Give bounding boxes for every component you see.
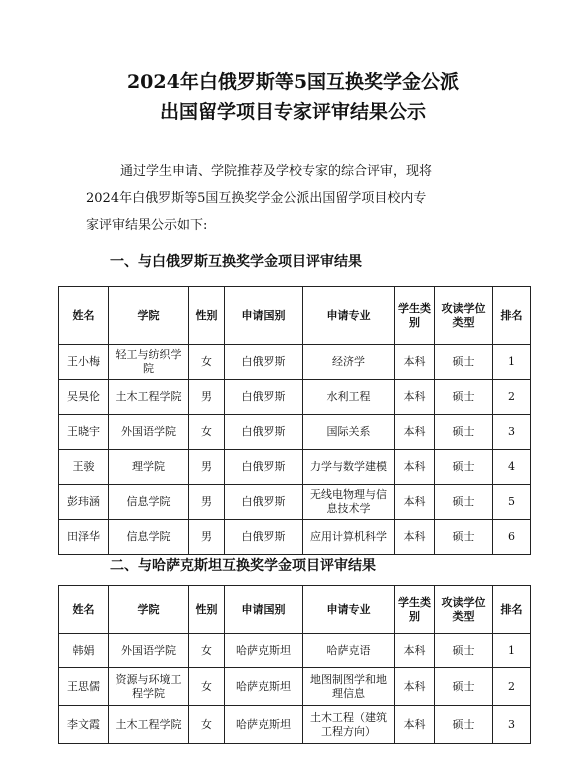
cell-major: 地图制图学和地理信息 <box>303 668 395 706</box>
cell-college: 轻工与纺织学院 <box>109 345 189 380</box>
header-major: 申请专业 <box>303 287 395 345</box>
cell-gender: 男 <box>189 520 225 555</box>
table-row <box>59 485 531 520</box>
cell-name: 韩娟 <box>59 634 109 668</box>
header-rank: 排名 <box>493 586 531 634</box>
cell-gender: 女 <box>189 345 225 380</box>
cell-country: 白俄罗斯 <box>225 520 303 555</box>
table-header-row <box>59 287 531 345</box>
cell-college: 信息学院 <box>109 485 189 520</box>
cell-rank: 1 <box>493 345 531 380</box>
cell-country: 白俄罗斯 <box>225 415 303 450</box>
cell-college: 理学院 <box>109 450 189 485</box>
cell-gender: 女 <box>189 668 225 706</box>
header-student-type: 学生类别 <box>395 586 435 634</box>
cell-major: 国际关系 <box>303 415 395 450</box>
cell-name: 王思儒 <box>59 668 109 706</box>
cell-country: 哈萨克斯坦 <box>225 706 303 744</box>
cell-rank: 3 <box>493 706 531 744</box>
header-student-type: 学生类别 <box>395 287 435 345</box>
header-rank: 排名 <box>493 287 531 345</box>
cell-gender: 男 <box>189 380 225 415</box>
header-college: 学院 <box>109 586 189 634</box>
cell-college: 信息学院 <box>109 520 189 555</box>
header-degree-type: 攻读学位类型 <box>435 287 493 345</box>
results-table-belarus <box>58 286 531 555</box>
header-major: 申请专业 <box>303 586 395 634</box>
cell-student-type: 本科 <box>395 415 435 450</box>
cell-student-type: 本科 <box>395 634 435 668</box>
intro-paragraph-line3: 家评审结果公示如下: <box>86 218 208 233</box>
header-gender: 性别 <box>189 287 225 345</box>
cell-major: 土木工程（建筑工程方向） <box>303 706 395 744</box>
table-row <box>59 345 531 380</box>
cell-major: 经济学 <box>303 345 395 380</box>
cell-country: 白俄罗斯 <box>225 485 303 520</box>
cell-major: 水利工程 <box>303 380 395 415</box>
cell-name: 王骏 <box>59 450 109 485</box>
cell-gender: 女 <box>189 706 225 744</box>
cell-student-type: 本科 <box>395 520 435 555</box>
cell-college: 外国语学院 <box>109 634 189 668</box>
table-row <box>59 706 531 744</box>
cell-country: 白俄罗斯 <box>225 345 303 380</box>
cell-gender: 男 <box>189 450 225 485</box>
header-country: 申请国别 <box>225 287 303 345</box>
header-degree-type: 攻读学位类型 <box>435 586 493 634</box>
cell-name: 李文霞 <box>59 706 109 744</box>
table-header-row <box>59 586 531 634</box>
cell-degree-type: 硕士 <box>435 520 493 555</box>
cell-college: 土木工程学院 <box>109 706 189 744</box>
cell-student-type: 本科 <box>395 380 435 415</box>
cell-gender: 男 <box>189 485 225 520</box>
cell-student-type: 本科 <box>395 450 435 485</box>
cell-student-type: 本科 <box>395 706 435 744</box>
header-country: 申请国别 <box>225 586 303 634</box>
cell-student-type: 本科 <box>395 345 435 380</box>
cell-degree-type: 硕士 <box>435 634 493 668</box>
cell-name: 王小梅 <box>59 345 109 380</box>
table-row <box>59 520 531 555</box>
cell-student-type: 本科 <box>395 668 435 706</box>
table-row <box>59 668 531 706</box>
cell-country: 哈萨克斯坦 <box>225 668 303 706</box>
cell-degree-type: 硕士 <box>435 380 493 415</box>
cell-rank: 3 <box>493 415 531 450</box>
cell-gender: 女 <box>189 415 225 450</box>
cell-major: 无线电物理与信息技术学 <box>303 485 395 520</box>
table-row <box>59 634 531 668</box>
header-name: 姓名 <box>59 586 109 634</box>
cell-degree-type: 硕士 <box>435 668 493 706</box>
cell-name: 田泽华 <box>59 520 109 555</box>
cell-name: 吴昊伦 <box>59 380 109 415</box>
cell-country: 白俄罗斯 <box>225 380 303 415</box>
cell-country: 白俄罗斯 <box>225 450 303 485</box>
results-table-kazakhstan <box>58 585 531 744</box>
cell-gender: 女 <box>189 634 225 668</box>
table-row <box>59 450 531 485</box>
cell-country: 哈萨克斯坦 <box>225 634 303 668</box>
header-name: 姓名 <box>59 287 109 345</box>
cell-student-type: 本科 <box>395 485 435 520</box>
table-row <box>59 380 531 415</box>
cell-name: 王晓宇 <box>59 415 109 450</box>
cell-rank: 1 <box>493 634 531 668</box>
cell-rank: 6 <box>493 520 531 555</box>
section-heading-kazakhstan: 二、与哈萨克斯坦互换奖学金项目评审结果 <box>110 558 376 574</box>
cell-rank: 5 <box>493 485 531 520</box>
header-college: 学院 <box>109 287 189 345</box>
cell-major: 哈萨克语 <box>303 634 395 668</box>
cell-degree-type: 硕士 <box>435 706 493 744</box>
section-heading-belarus: 一、与白俄罗斯互换奖学金项目评审结果 <box>110 254 362 270</box>
cell-rank: 2 <box>493 380 531 415</box>
cell-degree-type: 硕士 <box>435 485 493 520</box>
cell-degree-type: 硕士 <box>435 450 493 485</box>
cell-degree-type: 硕士 <box>435 345 493 380</box>
cell-major: 应用计算机科学 <box>303 520 395 555</box>
cell-college: 资源与环境工程学院 <box>109 668 189 706</box>
cell-college: 土木工程学院 <box>109 380 189 415</box>
cell-major: 力学与数学建模 <box>303 450 395 485</box>
document-title-line1: 2024年白俄罗斯等5国互换奖学金公派 <box>126 71 460 93</box>
cell-degree-type: 硕士 <box>435 415 493 450</box>
cell-college: 外国语学院 <box>109 415 189 450</box>
cell-name: 彭玮涵 <box>59 485 109 520</box>
cell-rank: 2 <box>493 668 531 706</box>
intro-paragraph-line1: 通过学生申请、学院推荐及学校专家的综合评审，现将 <box>120 164 433 179</box>
intro-paragraph-line2: 2024年白俄罗斯等5国互换奖学金公派出国留学项目校内专 <box>86 191 427 206</box>
cell-rank: 4 <box>493 450 531 485</box>
document-title-line2: 出国留学项目专家评审结果公示 <box>159 101 426 123</box>
header-gender: 性别 <box>189 586 225 634</box>
table-row <box>59 415 531 450</box>
